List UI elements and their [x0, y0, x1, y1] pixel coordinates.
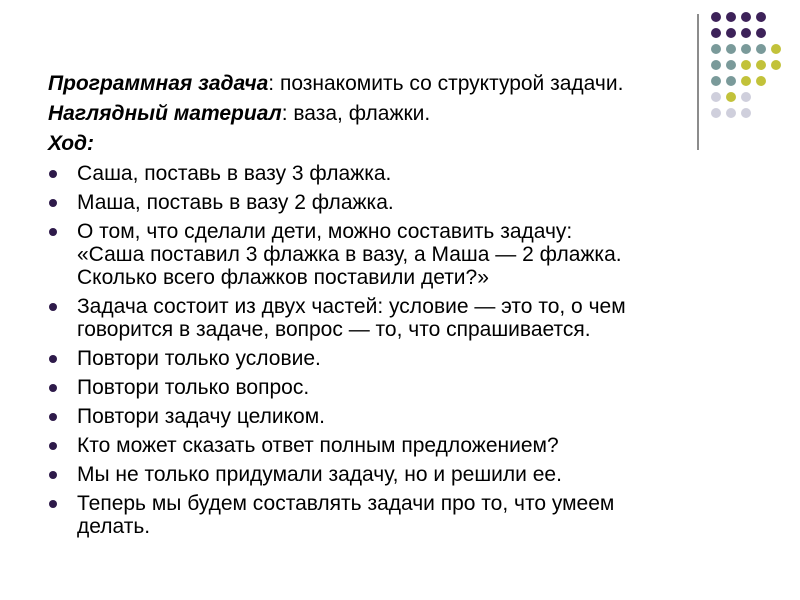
list-item — [48, 162, 748, 185]
list-item — [48, 191, 748, 214]
decorative-dot — [756, 12, 766, 22]
decorative-dot — [726, 12, 736, 22]
bullet-icon — [49, 228, 57, 236]
bullet-text: Маша, поставь в вазу 2 флажка. — [77, 191, 394, 214]
decorative-dot — [741, 44, 751, 54]
bullet-text: Задача состоит из двух частей: условие — это то, о чем говорится в задаче, вопрос — то, что спрашивается. — [77, 295, 626, 341]
decorative-dot — [711, 12, 721, 22]
bullet-icon — [49, 355, 57, 363]
bullet-icon — [49, 413, 57, 421]
bullet-text: Саша, поставь в вазу 3 флажка. — [77, 162, 392, 185]
goal-text: : познакомить со структурой задачи. — [268, 72, 624, 95]
decorative-dot — [741, 60, 751, 70]
bullet-text: О том, что сделали дети, можно составить задачу: «Саша поставил 3 флажка в вазу, а Маша — 2 флажка. Сколько всего флажков поставили дети?» — [77, 220, 622, 289]
bullet-icon — [49, 500, 57, 508]
list-item — [48, 492, 748, 538]
list-item — [48, 463, 748, 486]
bullet-icon — [49, 170, 57, 178]
decorative-dot — [711, 44, 721, 54]
decorative-dot — [711, 28, 721, 38]
decorative-dot — [756, 76, 766, 86]
material-label: Наглядный материал — [48, 102, 282, 125]
slide-content — [48, 72, 748, 544]
list-item — [48, 376, 748, 399]
decorative-dot — [771, 44, 781, 54]
list-item — [48, 295, 748, 341]
decorative-dot — [726, 28, 736, 38]
decorative-dot — [711, 60, 721, 70]
bullet-text: Кто может сказать ответ полным предложением? — [77, 434, 559, 457]
bullet-text: Повтори только вопрос. — [77, 376, 310, 399]
process-label: Ход: — [48, 132, 95, 155]
goal-line — [48, 72, 748, 96]
bullet-icon — [49, 384, 57, 392]
bullet-icon — [49, 471, 57, 479]
decorative-dot — [756, 44, 766, 54]
bullet-text: Повтори задачу целиком. — [77, 405, 325, 428]
decorative-dot — [741, 28, 751, 38]
decorative-dot — [756, 28, 766, 38]
list-item — [48, 347, 748, 370]
material-line — [48, 102, 748, 126]
decorative-dot — [771, 60, 781, 70]
goal-label: Программная задача — [48, 72, 269, 95]
decorative-dot — [726, 60, 736, 70]
bullet-icon — [49, 199, 57, 207]
decorative-dot — [741, 12, 751, 22]
bullet-text: Теперь мы будем составлять задачи про то, что умеем делать. — [77, 492, 615, 538]
decorative-dot — [756, 60, 766, 70]
list-item — [48, 405, 748, 428]
bullet-list — [48, 162, 748, 538]
list-item — [48, 434, 748, 457]
list-item — [48, 220, 748, 289]
bullet-icon — [49, 442, 57, 450]
bullet-icon — [49, 303, 57, 311]
material-text: : ваза, флажки. — [281, 102, 431, 125]
bullet-text: Повтори только условие. — [77, 347, 321, 370]
bullet-text: Мы не только придумали задачу, но и решили ее. — [77, 463, 562, 486]
decorative-dot — [726, 44, 736, 54]
